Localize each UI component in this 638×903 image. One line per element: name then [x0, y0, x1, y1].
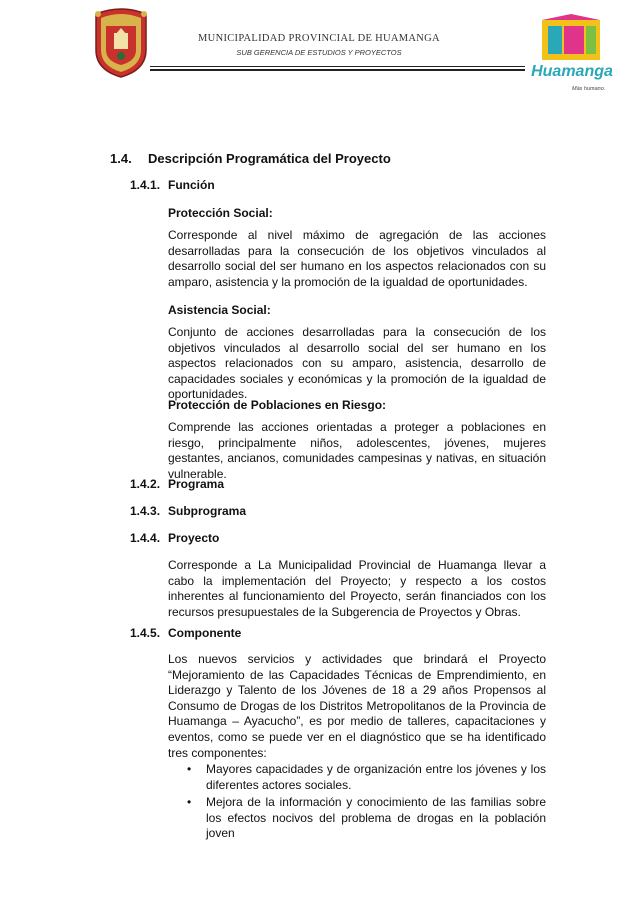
paragraph-componente: Los nuevos servicios y actividades que brindará el Proyecto “Mejoramiento de las Capacidades Técnicas de Emprendimiento, en Liderazgo y Talento de los Jóvenes de 18 a 29 años Propensos al Consumo de Drogas de los Distritos Metropolitanos de la Provincia de Huamanga – Ayacucho”, es por medio de talleres, capacitaciones y eventos, como se puede ver en el diagnóstico que se ha identificado tres componentes:: [168, 652, 546, 760]
paragraph-proyecto: Corresponde a La Municipalidad Provincial de Huamanga llevar a cabo la implementación del Proyecto; y respecto a los costos inherentes al funcionamiento del Proyecto, serán financiados con los recursos presupuestales de la Subgerencia de Proyectos y Obras.: [168, 558, 546, 619]
bullet-icon: •: [187, 795, 192, 810]
bullet-icon: •: [187, 762, 192, 776]
subsection-number: 1.4.5.: [130, 626, 161, 640]
item-heading-proteccion-social: Protección Social:: [168, 206, 273, 220]
huamanga-brand-logo: [522, 14, 622, 90]
subsection-title: Componente: [168, 626, 242, 640]
section-title: Descripción Programática del Proyecto: [148, 151, 391, 166]
subsection-title: Función: [168, 178, 215, 192]
subsection-heading-proyecto: [130, 531, 219, 545]
subsection-heading-componente: [130, 626, 241, 640]
paragraph-poblaciones-riesgo: Comprende las acciones orientadas a proteger a poblaciones en riesgo, principalmente niños, adolescentes, jóvenes, mujeres gestantes, ancianos, comunidades campesinas y nativas, en situación vulnerable.: [168, 420, 546, 481]
item-heading-poblaciones-riesgo: Protección de Poblaciones en Riesgo:: [168, 398, 387, 412]
component-bullet-list: [168, 762, 546, 844]
subsection-title: Proyecto: [168, 531, 220, 545]
subsection-number: 1.4.3.: [130, 504, 161, 518]
item-heading-asistencia-social: Asistencia Social:: [168, 303, 271, 317]
list-item: [168, 795, 546, 842]
header-divider-thick: [150, 69, 525, 71]
paragraph-asistencia-social: Conjunto de acciones desarrolladas para la consecución de los objetivos vinculados al desarrollo social del ser humano en los aspectos relacionados con su amparo, asistencia, desarrollo de capacidades sociales y económicas y la promoción de la igualdad de oportunidades.: [168, 325, 546, 402]
subsection-number: 1.4.1.: [130, 178, 161, 192]
brand-tagline: Más humano.: [572, 86, 606, 92]
header-divider-thin: [150, 66, 525, 67]
subsection-title: Programa: [168, 477, 225, 491]
subsection-heading-funcion: [130, 178, 215, 192]
brand-wordmark: Huamanga: [531, 63, 613, 80]
section-heading: [110, 151, 391, 166]
subsection-number: 1.4.4.: [130, 531, 161, 545]
subsection-number: 1.4.2.: [130, 477, 161, 491]
list-item: [168, 762, 546, 793]
subsection-title: Subprograma: [168, 504, 247, 518]
bullet-text: Mejora de la información y conocimiento de las familias sobre los efectos nocivos del problema de drogas en la población joven: [206, 795, 546, 841]
section-number: 1.4.: [110, 151, 132, 166]
header-title: MUNICIPALIDAD PROVINCIAL DE HUAMANGA: [198, 33, 440, 44]
subsection-heading-subprograma: [130, 504, 246, 518]
paragraph-proteccion-social: Corresponde al nivel máximo de agregación de las acciones desarrolladas para la consecución de los objetivos vinculados al desarrollo social del ser humano en los aspectos relacionados con su amparo, asistencia y la promoción de la igualdad de oportunidades.: [168, 228, 546, 289]
header-subtitle: SUB GERENCIA DE ESTUDIOS Y PROYECTOS: [236, 48, 402, 57]
subsection-heading-programa: [130, 477, 224, 491]
bullet-text: Mayores capacidades y de organización entre los jóvenes y los diferentes actores sociales.: [206, 762, 546, 792]
